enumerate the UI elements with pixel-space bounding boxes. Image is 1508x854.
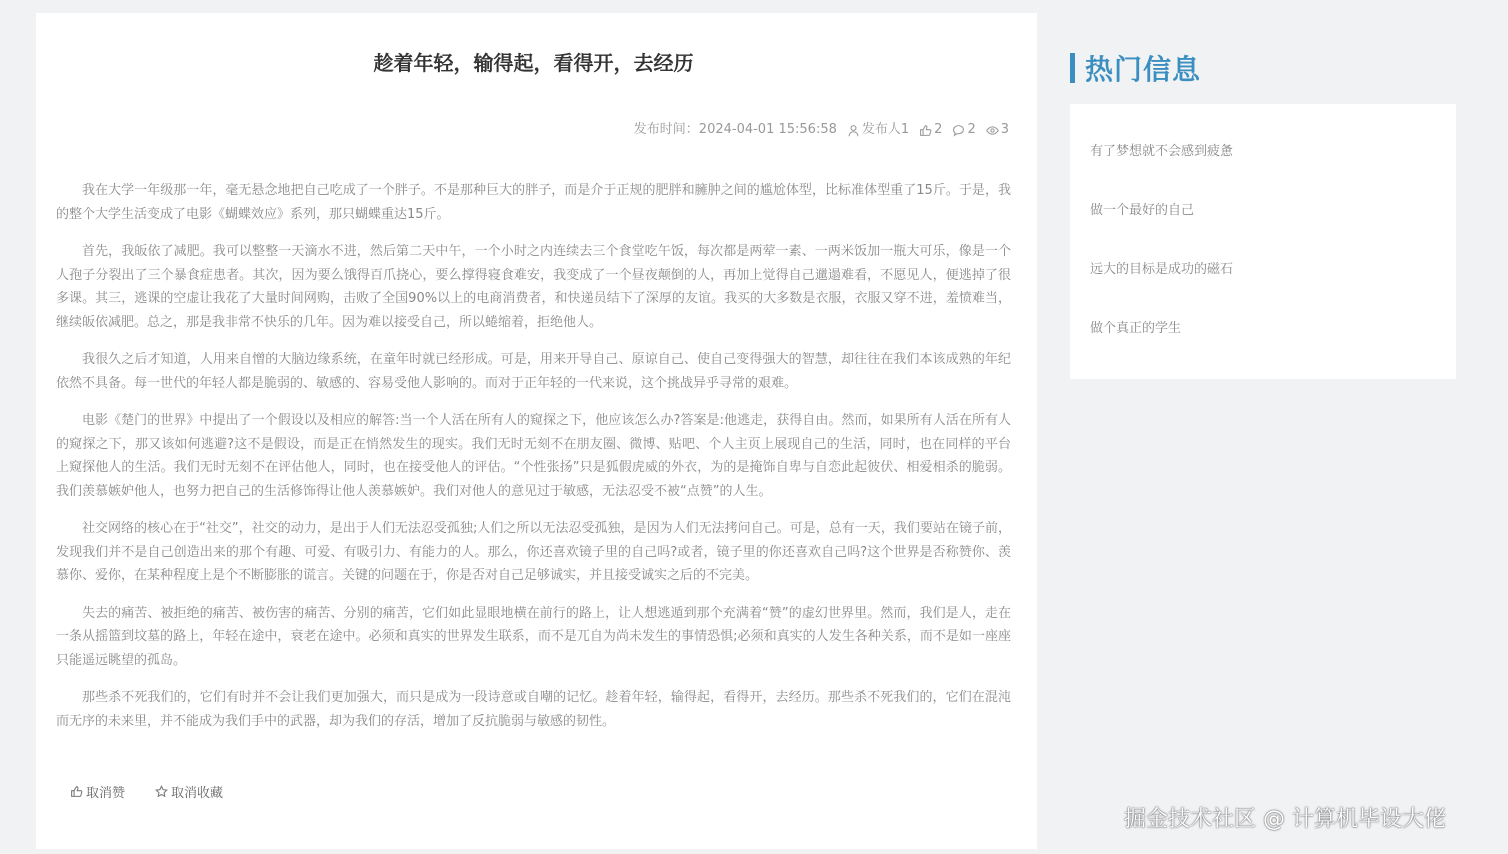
article-content [56,179,1011,733]
unfavorite-label: 取消收藏 [171,786,224,801]
heading-accent-bar [1070,53,1075,83]
sidebar-title: 热门信息 [1085,53,1202,86]
sidebar-heading [1070,50,1201,86]
unlike-label: 取消赞 [86,786,126,801]
hot-info-item[interactable]: 有了梦想就不会感到疲惫 [1090,144,1234,159]
watermark: 掘金技术社区 @ 计算机毕设大佬 [1124,807,1446,832]
user-icon [847,124,860,137]
article-panel [36,13,1037,849]
unfavorite-button[interactable] [155,782,223,801]
article-meta [56,121,1011,139]
eye-icon [986,124,999,137]
article-paragraph: 电影《楚门的世界》中提出了一个假设以及相应的解答:当一个人活在所有人的窥探之下，他应该怎么办?答案是:他逃走，获得自由。然而，如果所有人活在所有人的窥探之下，那又该如何逃避?这不是假设，而是正在悄然发生的现实。我们无时无刻不在朋友圈、微博、贴吧、个人主页上展现自己的生活，同时，也在同样的平台上窥探他人的生活。我们无时无刻不在评估他人，同时，也在接受他人的评估。“个性张扬”只是狐假虎威的外衣，为的是掩饰自卑与自恋此起彼伏、相爱相杀的脆弱。我们羡慕嫉妒他人，也努力把自己的生活修饰得让他人羡慕嫉妒。我们对他人的意见过于敏感，无法忍受不被“点赞”的人生。 [56,413,1011,499]
comment-count-value: 2 [967,122,976,137]
article-paragraph: 社交网络的核心在于“社交”，社交的动力，是出于人们无法忍受孤独;人们之所以无法忍受孤独，是因为人们无法拷问自己。可是，总有一天，我们要站在镜子前，发现我们并不是自己创造出来的那个有趣、可爱、有吸引力、有能力的人。那么，你还喜欢镜子里的自己吗?或者，镜子里的你还喜欢自己吗?这个世界是否称赞你、羡慕你、爱你，在某种程度上是个不断膨胀的谎言。关键的问题在于，你是否对自己足够诚实，并且接受诚实之后的不完美。 [56,521,1011,583]
view-count-value: 3 [1000,122,1009,137]
article-paragraph: 那些杀不死我们的，它们有时并不会让我们更加强大，而只是成为一段诗意或自嘲的记忆。趁着年轻，输得起，看得开，去经历。那些杀不死我们的，它们在混沌而无序的未来里，并不能成为我们手中的武器，却为我们的存活，增加了反抗脆弱与敏感的韧性。 [56,690,1011,729]
like-count[interactable] [919,121,942,139]
star-icon [155,785,168,798]
like-count-value: 2 [934,122,943,137]
article-actions [70,782,253,801]
thumbs-up-icon [70,785,83,798]
hot-info-item[interactable]: 做个真正的学生 [1090,321,1182,336]
article-paragraph: 我很久之后才知道，人用来自憎的大脑边缘系统，在童年时就已经形成。可是，用来开导自己、原谅自己、使自己变得强大的智慧，却往往在我们本该成熟的年纪依然不具备。每一世代的年轻人都是脆弱的、敏感的、容易受他人影响的。而对于正年轻的一代来说，这个挑战异乎寻常的艰难。 [56,352,1011,391]
comment-icon [952,124,965,137]
article-paragraph: 我在大学一年级那一年，毫无悬念地把自己吃成了一个胖子。不是那种巨大的胖子，而是介于正规的肥胖和臃肿之间的尴尬体型，比标准体型重了15斤。于是，我的整个大学生活变成了电影《蝴蝶效应》系列，那只蝴蝶重达15斤。 [56,183,1011,222]
article-title: 趁着年轻，输得起，看得开，去经历 [373,51,694,75]
article-paragraph: 首先，我皈依了减肥。我可以整整一天滴水不进，然后第二天中午，一个小时之内连续去三个食堂吃午饭，每次都是两荤一素、一两米饭加一瓶大可乐，像是一个人孢子分裂出了三个暴食症患者。其次，因为要么饿得百爪挠心，要么撑得寝食难安，我变成了一个昼夜颠倒的人，再加上觉得自己邋遢难看，不愿见人，便逃掉了很多课。其三，逃课的空虚让我花了大量时间网购，击败了全国90%以上的电商消费者，和快递员结下了深厚的友谊。我买的大多数是衣服，衣服又穿不进，羞愤难当，继续皈依减肥。总之，那是我非常不快乐的几年。因为难以接受自己，所以蜷缩着，拒绝他人。 [56,244,1011,330]
unlike-button[interactable] [70,782,125,801]
hot-info-item[interactable]: 远大的目标是成功的磁石 [1090,262,1234,277]
article-paragraph: 失去的痛苦、被拒绝的痛苦、被伤害的痛苦、分别的痛苦，它们如此显眼地横在前行的路上，让人想逃遁到那个充满着“赞”的虚幻世界里。然而，我们是人，走在一条从摇篮到坟墓的路上，年轻在途中，衰老在途中。必须和真实的世界发生联系，而不是兀自为尚未发生的事情恐惧;必须和真实的人发生各种关系，而不是如一座座只能遥远眺望的孤岛。 [56,605,1011,668]
publisher-name: 发布人1 [861,122,910,137]
view-count [986,121,1009,139]
thumbs-up-icon [919,124,932,137]
comment-count[interactable] [952,121,975,139]
publisher[interactable] [847,121,909,139]
hot-info-item[interactable]: 做一个最好的自己 [1090,203,1195,218]
publish-time: 发布时间：2024-04-01 15:56:58 [633,122,837,137]
hot-info-list [1070,104,1456,379]
